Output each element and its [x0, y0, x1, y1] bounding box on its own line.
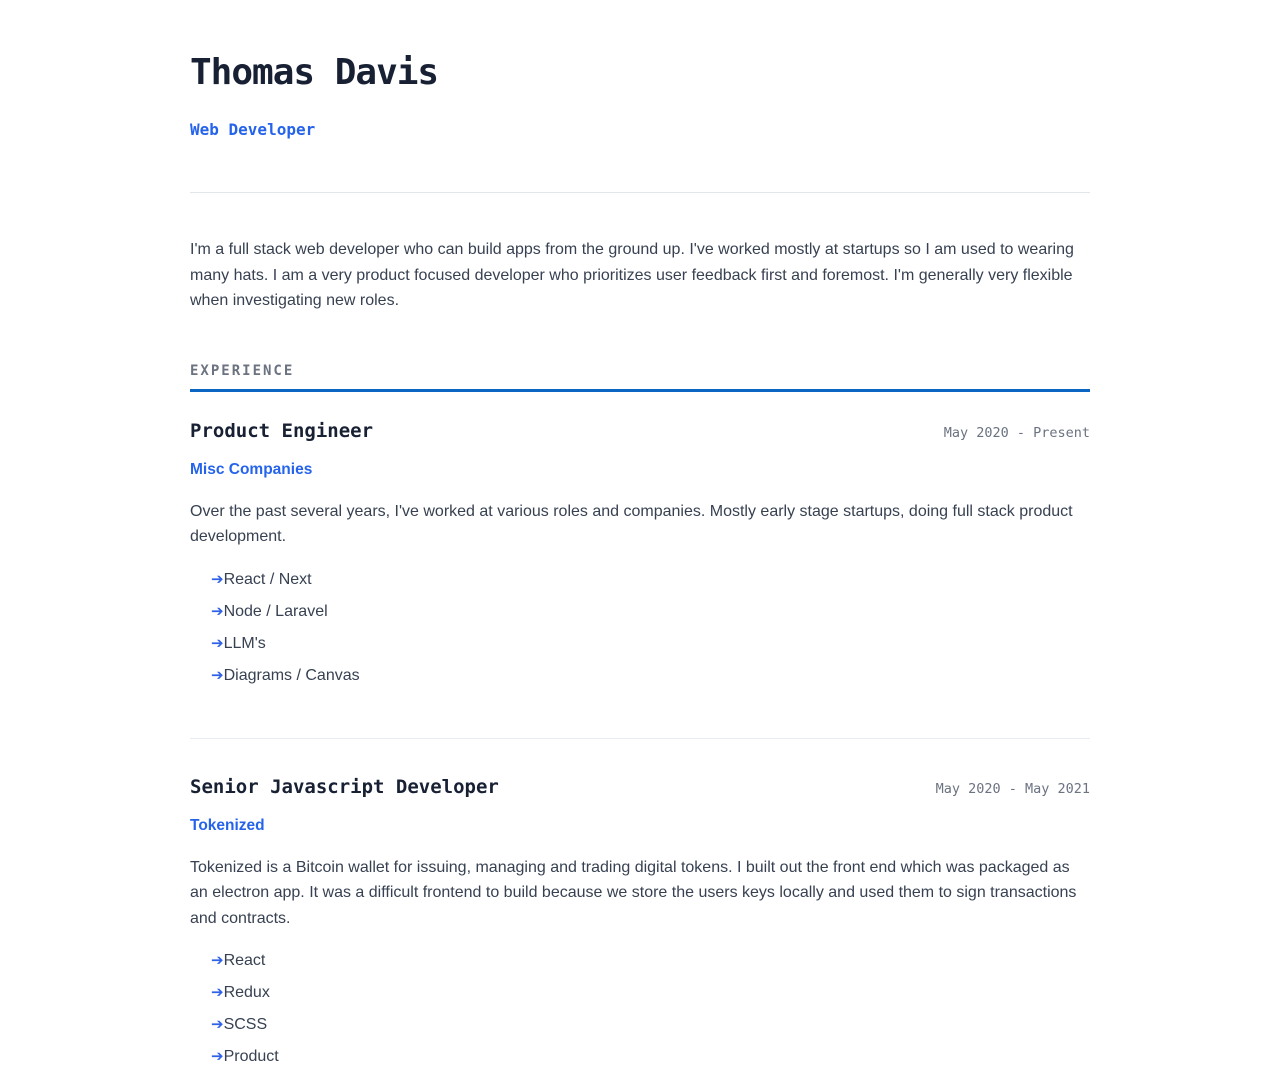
job-dates: May 2020 - Present	[944, 425, 1090, 441]
job-summary: Over the past several years, I've worked at various roles and companies. Mostly early stage startups, doing full stack product development.	[190, 499, 1090, 550]
list-item	[211, 1041, 1090, 1073]
experience-entry	[190, 738, 1090, 1073]
highlight-label: SCSS	[224, 1016, 268, 1033]
experience-section-title: EXPERIENCE	[190, 363, 1090, 392]
job-position: Product Engineer	[190, 420, 373, 442]
highlights-list	[190, 945, 1090, 1073]
highlights-list	[190, 564, 1090, 692]
job-summary: Tokenized is a Bitcoin wallet for issuing, managing and trading digital tokens. I built out the front end which was packaged as an electron app. It was a difficult frontend to build because we store the users keys locally and used them to sign transactions and contracts.	[190, 855, 1090, 932]
arrow-bullet-icon: ➔	[211, 1048, 224, 1065]
highlight-label: Product	[224, 1048, 279, 1065]
highlight-label: Redux	[224, 984, 270, 1001]
job-label: Web Developer	[190, 120, 1090, 139]
highlight-label: Diagrams / Canvas	[224, 667, 360, 684]
job-header	[190, 776, 1090, 798]
company-link[interactable]: Tokenized	[190, 817, 265, 835]
job-dates: May 2020 - May 2021	[936, 781, 1090, 797]
header-divider	[190, 192, 1090, 193]
arrow-bullet-icon: ➔	[211, 603, 224, 620]
highlight-label: React	[224, 952, 266, 969]
list-item	[211, 945, 1090, 977]
resume-page	[190, 0, 1090, 1073]
experience-entry	[190, 392, 1090, 692]
list-item	[211, 628, 1090, 660]
profile-summary: I'm a full stack web developer who can build apps from the ground up. I've worked mostly at startups so I am used to wearing many hats. I am a very product focused developer who prioritizes user feedback first and foremost. I'm generally very flexible when investigating new roles.	[190, 237, 1090, 314]
arrow-bullet-icon: ➔	[211, 1016, 224, 1033]
highlight-label: Node / Laravel	[224, 603, 328, 620]
arrow-bullet-icon: ➔	[211, 635, 224, 652]
list-item	[211, 660, 1090, 692]
highlight-label: React / Next	[224, 571, 312, 588]
arrow-bullet-icon: ➔	[211, 667, 224, 684]
highlight-label: LLM's	[224, 635, 266, 652]
arrow-bullet-icon: ➔	[211, 952, 224, 969]
company-link[interactable]: Misc Companies	[190, 461, 312, 479]
arrow-bullet-icon: ➔	[211, 571, 224, 588]
list-item	[211, 564, 1090, 596]
job-header	[190, 420, 1090, 442]
list-item	[211, 977, 1090, 1009]
list-item	[211, 596, 1090, 628]
job-position: Senior Javascript Developer	[190, 776, 499, 798]
list-item	[211, 1009, 1090, 1041]
page-title: Thomas Davis	[190, 52, 1090, 93]
arrow-bullet-icon: ➔	[211, 984, 224, 1001]
